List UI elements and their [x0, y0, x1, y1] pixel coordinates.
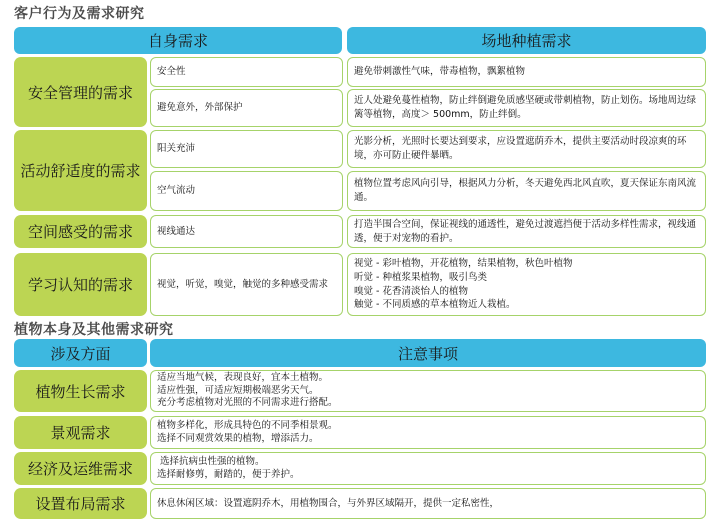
- detail-text: 植物位置考虑风向引导，根据风力分析，冬天避免西北风直吹，夏天保证东南风流通。: [354, 178, 697, 203]
- category-activity-comfort: 活动舒适度的需求: [14, 130, 147, 211]
- need-text: 空气流动: [157, 185, 196, 197]
- notes-cell-layout: [150, 488, 706, 519]
- note-line: 充分考虑植物对光照的不同需求进行搭配。: [157, 397, 338, 409]
- section-title-plant-needs: 植物本身及其他需求研究: [14, 322, 174, 338]
- detail-text: 近人处避免蔓性植物，防止绊倒避免质感坚硬或带刺植物，防止划伤。场地周边绿篱等植物，高度＞ 500mm，防止绊倒。: [354, 95, 697, 120]
- detail-line-visual: 视觉 - 彩叶植物，开花植物，结果植物，秋色叶植物: [354, 257, 573, 269]
- detail-line-auditory: 听觉 - 种植浆果植物，吸引鸟类: [354, 271, 487, 283]
- detail-text: 避免带刺激性气味，带毒植物，飘絮植物: [354, 66, 526, 78]
- detail-text: 光影分析，光照时长要达到要求，应设置遮荫乔木，提供主要活动时段凉爽的环境，亦可防止硬件暴晒。: [354, 136, 687, 161]
- need-cell-sunlight: [150, 130, 343, 168]
- note-line: 适应当地气候，表现良好，宜本土植物。: [157, 372, 329, 384]
- need-cell-accident-protection: [150, 89, 343, 127]
- detail-cell-sunlight: [347, 130, 706, 168]
- need-cell-multisensory: [150, 253, 343, 316]
- detail-cell-multisensory: [347, 253, 706, 316]
- detail-cell-sightline: [347, 215, 706, 248]
- notes-cell-landscape: [150, 416, 706, 449]
- notes-cell-plant-growth: [150, 370, 706, 412]
- note-line: 植物多样化，形成具特色的不同季相景观。: [157, 420, 338, 432]
- need-cell-safety: [150, 57, 343, 87]
- section-title-customer-behavior: 客户行为及需求研究: [14, 6, 145, 22]
- aspect-layout: 设置布局需求: [14, 488, 147, 519]
- header-notes: 注意事项: [150, 339, 706, 367]
- notes-cell-economy-maintenance: [150, 452, 706, 485]
- aspect-economy-maintenance: 经济及运维需求: [14, 452, 147, 485]
- aspect-landscape: 景观需求: [14, 416, 147, 449]
- need-text: 视线通达: [157, 225, 196, 237]
- detail-cell-airflow: [347, 171, 706, 211]
- need-text: 安全性: [157, 66, 186, 78]
- detail-cell-accident-protection: [347, 89, 706, 127]
- note-line: 选择抗病虫性强的植物。: [157, 456, 265, 468]
- detail-cell-safety: [347, 57, 706, 87]
- category-safety-management: 安全管理的需求: [14, 57, 147, 127]
- detail-line-olfactory: 嗅觉 - 花香清淡怡人的植物: [354, 285, 468, 297]
- header-self-needs: 自身需求: [14, 27, 342, 54]
- detail-line-tactile: 触觉 - 不同质感的草本植物近人栽植。: [354, 299, 516, 311]
- need-cell-sightline: [150, 215, 343, 248]
- header-aspect: 涉及方面: [14, 339, 147, 367]
- need-cell-airflow: [150, 171, 343, 211]
- aspect-plant-growth: 植物生长需求: [14, 370, 147, 412]
- need-text: 阳关充沛: [157, 143, 196, 155]
- need-text: 视觉，听觉，嗅觉，触觉的多种感受需求: [157, 278, 329, 290]
- header-site-planting-needs: 场地种植需求: [347, 27, 706, 54]
- note-line: 选择耐修剪，耐踏的，便于养护。: [157, 468, 300, 480]
- detail-text: 打造半围合空间，保证视线的通透性，避免过渡遮挡便于活动多样性需求，视线通透，便于对宠物的看护。: [354, 218, 697, 244]
- category-learning-cognition: 学习认知的需求: [14, 253, 147, 316]
- note-line: 选择不同观赏效果的植物，增添活力。: [157, 432, 319, 444]
- note-line: 休息休闲区域：设置遮阴乔木，用植物围合，与外界区域隔开，提供一定私密性，: [157, 497, 500, 509]
- category-space-perception: 空间感受的需求: [14, 215, 147, 248]
- note-line: 适应性强，可适应短期极端恶劣天气。: [157, 384, 319, 396]
- need-text: 避免意外，外部保护: [157, 102, 243, 114]
